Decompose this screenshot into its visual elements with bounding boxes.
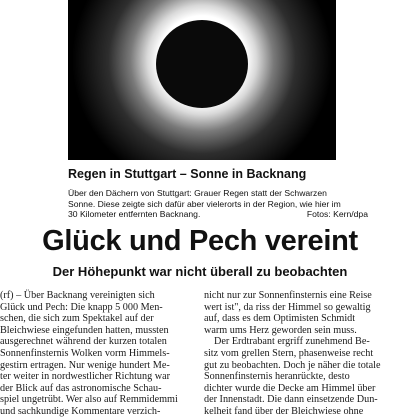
text-line: ter weiter in nordwestlicher Richtung war [0, 371, 171, 383]
text-line: spiel ungetrübt. Wer also auf Remmidemmi [0, 394, 178, 406]
photo-caption [68, 188, 368, 220]
text-line: gestirn ertragen. Nur wenige hundert Me- [0, 359, 170, 371]
article-column-right [204, 290, 400, 418]
photo-caption-title: Regen in Stuttgart – Sonne in Backnang [68, 167, 307, 181]
text-line: kelheit fand über der Bleichwiese ohne [204, 405, 364, 417]
text-line: schen, die sich zum Spektakel auf der [0, 313, 154, 325]
text-line: der Blick auf das astronomische Schau- [0, 382, 162, 394]
text-line: gut zu beobachten. Doch je näher die totale [204, 359, 381, 371]
article-headline: Glück und Pech vereint [42, 225, 358, 257]
text-line: und sachkundige Kommentare verzich- [0, 405, 161, 417]
eclipse-image [68, 0, 336, 160]
text-line: der Innenstadt. Die dann einsetzende Dun- [204, 394, 378, 406]
text-line: warm ums Herz geworden sein muss. [204, 324, 357, 336]
text-line: Sonnenfinsternis Wolken vorm Himmels- [0, 347, 170, 359]
text-line: Sonnenfinsternis heranrückte, desto [204, 371, 350, 383]
photo-credit: Fotos: Kern/dpa [306, 209, 368, 219]
caption-line: 30 Kilometer entfernten Backnang. [68, 209, 201, 219]
caption-line: Über den Dächern von Stuttgart: Grauer Regen statt der Schwarzen [68, 188, 327, 198]
text-line: dichter wurde die Decke am Himmel über [204, 382, 376, 394]
moon-disc [156, 20, 248, 108]
text-line: Glück und Pech: Die knapp 5 000 Men- [0, 301, 163, 313]
text-line: (rf) – Über Backnang vereinigten sich [0, 290, 155, 301]
text-line: auf, dass es dem Optimisten Schmidt [204, 313, 356, 325]
eclipse-photo [68, 0, 336, 160]
caption-line: Sonne. Diese zeigte sich dafür aber vielerorts in der Region, wie hier im [68, 198, 341, 209]
text-line: Der Erdtrabant ergriff zunehmend Be- [214, 336, 370, 348]
text-line: nicht nur zur Sonnenfinsternis eine Reise [204, 290, 372, 301]
article-subhead: Der Höhepunkt war nicht überall zu beobachten [52, 264, 348, 279]
article-column-left [0, 290, 196, 418]
text-line: wert ist", da riss der Himmel so gewaltig [204, 301, 371, 313]
caption-line-with-credit [68, 209, 368, 220]
text-line: Bleichwiese eingefunden hatten, mussten [0, 324, 169, 336]
text-line: ausgerechnet während der kurzen totalen [0, 336, 167, 348]
text-line: sitz vom grellen Stern, phasenweise recht [204, 347, 374, 359]
